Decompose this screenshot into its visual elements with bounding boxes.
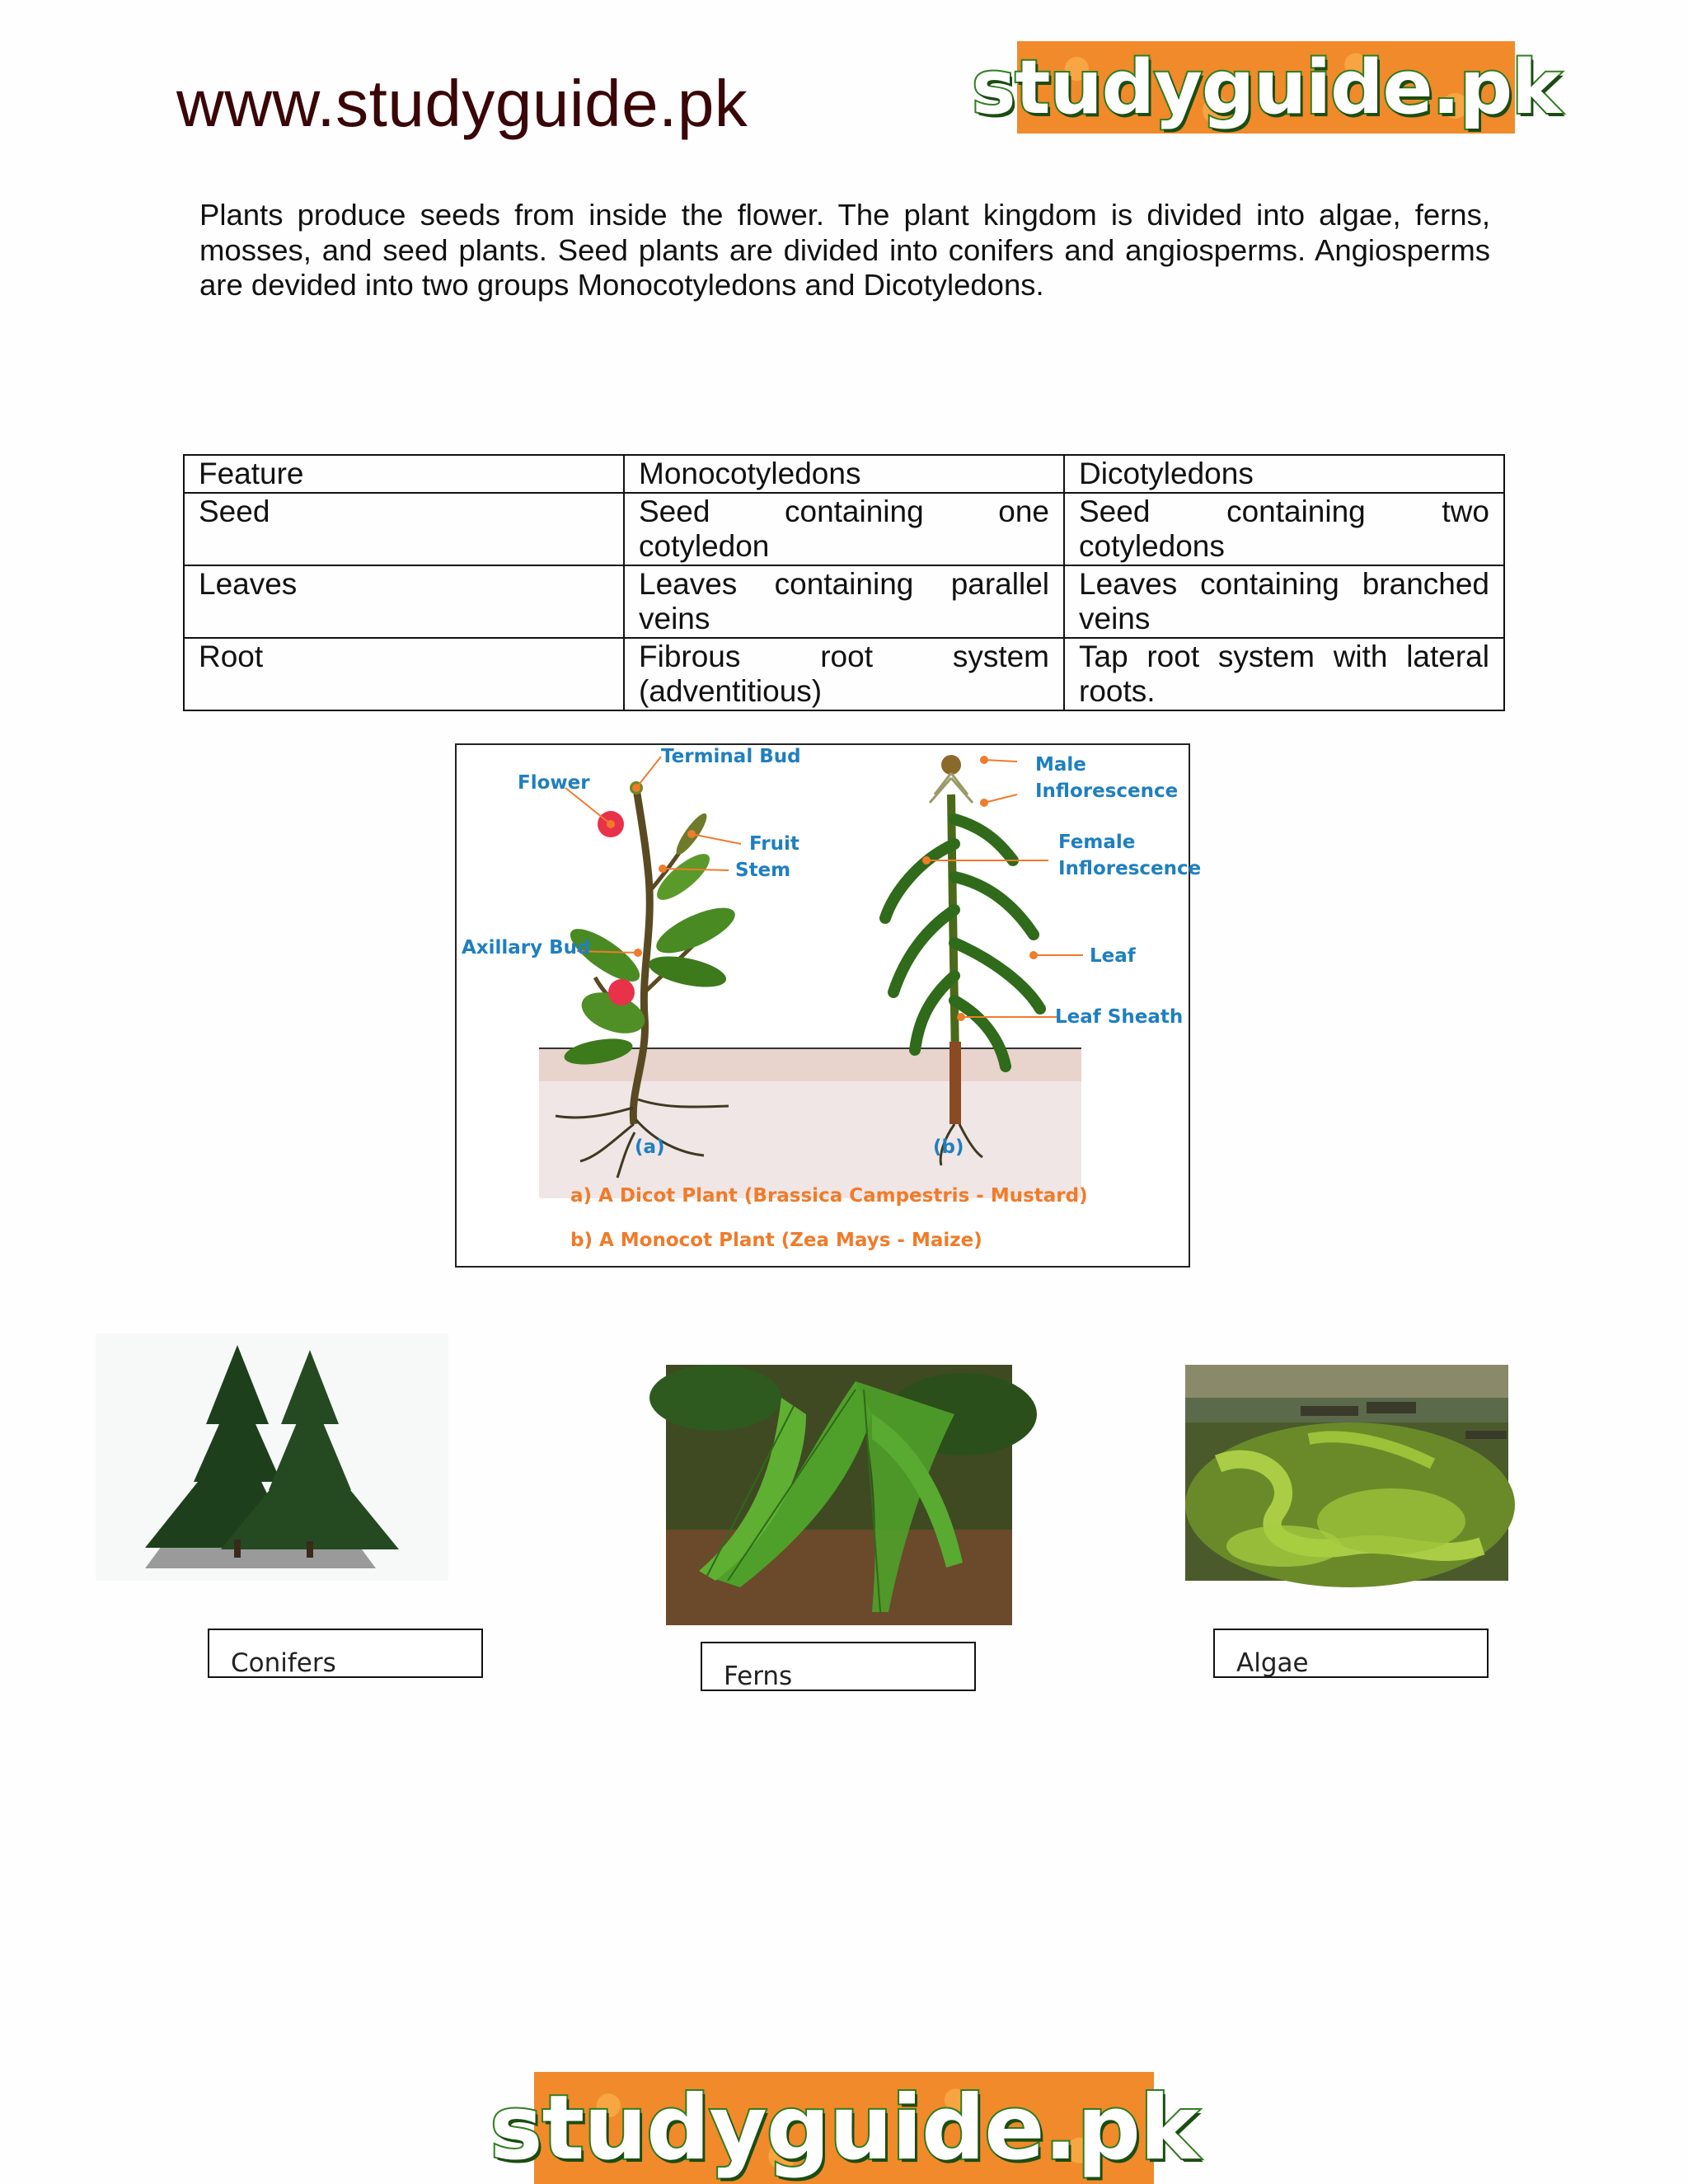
- label-male: Male: [1035, 754, 1086, 776]
- row-di: Tap root system with lateral roots.: [1064, 638, 1504, 710]
- label-stem: Stem: [735, 860, 791, 881]
- header-dicotyledons: Dicotyledons: [1064, 455, 1504, 493]
- row-mono: Fibrous root system (adventitious): [624, 638, 1064, 710]
- conifers-photo: [96, 1333, 448, 1581]
- label-panel-b: (b): [933, 1137, 964, 1158]
- dicot-monocot-figure: [455, 743, 1202, 1268]
- row-feature: Seed: [184, 493, 624, 565]
- caption-box-conifers: [208, 1629, 483, 1678]
- caption-box-algae: [1213, 1629, 1489, 1678]
- header-feature: Feature: [184, 455, 624, 493]
- caption-ferns: Ferns: [724, 1661, 793, 1691]
- intro-paragraph: Plants produce seeds from inside the flower. The plant kingdom is divided into algae, ferns, mosses, and seed plants. Seed plants are divided into conifers and angiosperms. Angiosperms are devided into two groups Monocotyledons and Dicotyledons.: [199, 198, 1490, 302]
- table-header-row: [184, 455, 1504, 493]
- site-url[interactable]: www.studyguide.pk: [176, 67, 748, 140]
- algae-photo: [1185, 1365, 1508, 1581]
- caption-monocot: b) A Monocot Plant (Zea Mays - Maize): [570, 1230, 982, 1251]
- studyguide-logo-footer: [490, 2072, 1198, 2184]
- fern-fronds-image: [666, 1365, 1012, 1625]
- comparison-table: [183, 454, 1505, 711]
- logo-text-footer: studyguide.pk: [490, 2076, 1198, 2180]
- row-mono: Seed containing one cotyledon: [624, 493, 1064, 565]
- ferns-photo: [666, 1365, 1012, 1625]
- label-leaf: Leaf: [1090, 945, 1136, 967]
- table-row: [184, 565, 1504, 638]
- label-flower: Flower: [518, 772, 590, 794]
- caption-conifers: Conifers: [231, 1648, 336, 1678]
- logo-text: studyguide.pk: [971, 44, 1561, 131]
- table-row: [184, 638, 1504, 710]
- conifer-trees-image: [96, 1333, 448, 1581]
- row-mono: Leaves containing parallel veins: [624, 565, 1064, 638]
- caption-box-ferns: [701, 1642, 976, 1691]
- label-female-inflorescence: Inflorescence: [1058, 858, 1202, 879]
- row-di: Leaves containing branched veins: [1064, 565, 1504, 638]
- row-feature: Root: [184, 638, 624, 710]
- studyguide-logo: [971, 41, 1561, 134]
- label-leaf-sheath: Leaf Sheath: [1055, 1006, 1184, 1028]
- label-axillary-bud: Axillary Bud: [462, 937, 591, 958]
- label-female: Female: [1058, 832, 1136, 853]
- header-monocotyledons: Monocotyledons: [624, 455, 1064, 493]
- row-di: Seed containing two cotyledons: [1064, 493, 1504, 565]
- caption-algae: Algae: [1236, 1648, 1309, 1678]
- label-male-inflorescence: Inflorescence: [1035, 780, 1179, 802]
- label-fruit: Fruit: [749, 833, 799, 855]
- algae-pond-image: [1185, 1365, 1508, 1581]
- label-panel-a: (a): [635, 1137, 665, 1158]
- table-row: [184, 493, 1504, 565]
- label-terminal-bud: Terminal Bud: [661, 746, 801, 767]
- row-feature: Leaves: [184, 565, 624, 638]
- caption-dicot: a) A Dicot Plant (Brassica Campestris - Mustard): [570, 1185, 1088, 1207]
